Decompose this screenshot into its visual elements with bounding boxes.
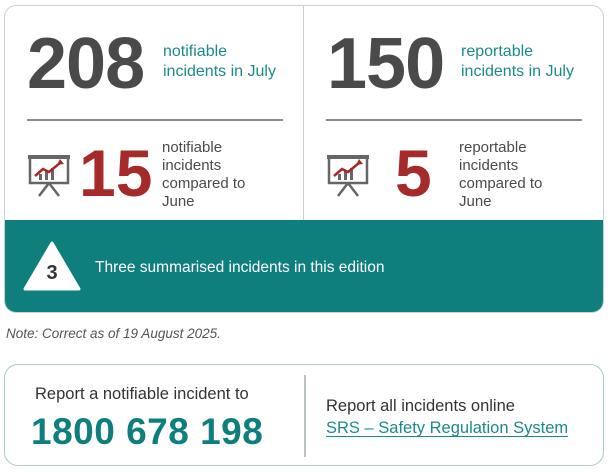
reportable-count-label [461,42,574,82]
notifiable-compare-line: compared to [162,175,246,192]
report-card [4,364,604,466]
reportable-compare-line: June [459,193,492,210]
notifiable-column [5,6,304,220]
summary-banner [5,220,604,313]
report-divider [304,375,306,457]
reportable-label-line2: incidents in July [461,63,574,80]
divider-line [27,119,283,121]
presentation-chart-icon [326,154,370,198]
notifiable-label-line1: notifiable [163,43,228,60]
notifiable-count: 208 [27,24,145,104]
reportable-compare-line: compared to [459,175,543,192]
reportable-compare-label [459,139,542,211]
reportable-compare-line: reportable [459,139,527,156]
reportable-compare-line: incidents [459,157,519,174]
divider-line [326,119,582,121]
summary-count-badge: 3 [46,262,58,284]
notifiable-compare-value: 15 [79,136,153,210]
reportable-label-line1: reportable [461,43,534,60]
notifiable-count-label [163,42,276,82]
notifiable-compare-line: June [162,193,195,210]
reportable-count: 150 [327,24,445,104]
notifiable-compare-line: incidents [162,157,222,174]
data-note: Note: Correct as of 19 August 2025. [6,326,221,341]
stats-card [4,5,604,313]
reportable-compare-value: 5 [395,136,432,210]
summary-banner-text: Three summarised incidents in this edition [95,259,385,276]
notifiable-label-line2: incidents in July [163,63,276,80]
presentation-chart-icon [27,154,71,198]
report-online-label: Report all incidents online [326,397,515,415]
report-phone-label: Report a notifiable incident to [35,385,249,403]
notifiable-compare-line: notifiable [162,139,223,156]
reportable-column [304,6,603,220]
srs-link[interactable]: SRS – Safety Regulation System [326,419,569,437]
report-phone-number[interactable]: 1800 678 198 [31,411,264,452]
notifiable-compare-label [162,139,245,211]
